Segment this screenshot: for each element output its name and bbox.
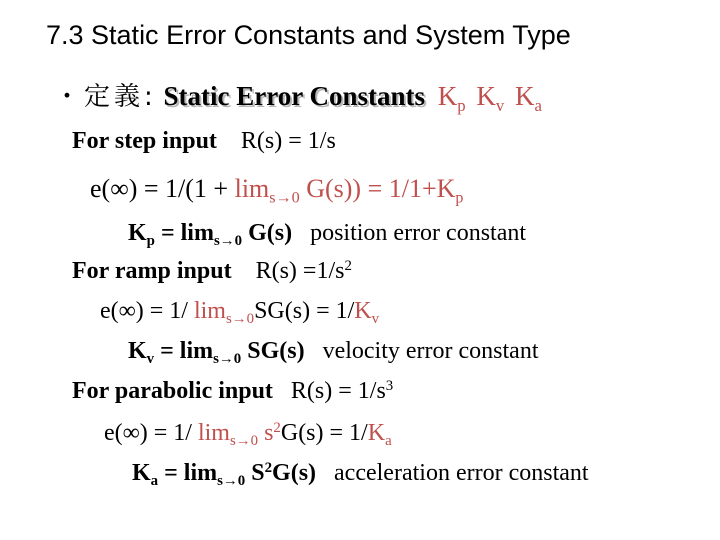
- parabolic-label: For parabolic input: [72, 378, 273, 404]
- step-input-expr: R(s) = 1/s: [240, 128, 336, 154]
- step-input-line: [72, 128, 336, 155]
- bullet-ka: $K_a$: [515, 81, 542, 115]
- bullet-kv: $K_v$: [476, 81, 505, 115]
- parabolic-constant-def: $K_a = \lim_{s\to 0} S^2G(s)$: [132, 459, 317, 490]
- parabolic-constant-desc: acceleration error constant: [334, 460, 589, 486]
- ramp-input-line: [72, 258, 352, 285]
- parabolic-constant-line: [132, 459, 589, 490]
- parabolic-error-prefix: e(∞) = 1/: [104, 420, 198, 446]
- step-error-prefix: e(∞) = 1/(1 +: [90, 174, 235, 203]
- step-constant-desc: position error constant: [310, 220, 527, 246]
- parabolic-error-mid: G(s) = 1/: [280, 420, 368, 446]
- step-label: For step input: [72, 128, 217, 154]
- bullet-marker: ・定義:: [54, 82, 157, 112]
- ramp-constant-def: $K_v = \lim_{s\to 0} SG(s)$: [128, 338, 305, 368]
- parabolic-input-expr: $R(s) = 1/s^3$: [290, 377, 394, 404]
- ramp-error-k: $K_v$: [354, 298, 380, 328]
- parabolic-error-k: $K_a$: [367, 420, 392, 450]
- ramp-error-line: [100, 298, 380, 328]
- bullet-line: [54, 76, 542, 113]
- step-error-line: [90, 174, 464, 207]
- bullet-heading: Static Error Constants: [163, 81, 426, 111]
- step-error-mid: $G(s)) = 1/1+K_p$: [299, 174, 464, 207]
- step-error-lim: $\lim_{s\to 0}$: [234, 174, 300, 207]
- parabolic-input-line: [72, 378, 393, 405]
- step-constant-def: $K_p = \lim_{s\to 0} G(s)$: [128, 220, 293, 250]
- parabolic-error-lim: $\lim_{s\to 0} s^2$: [197, 419, 281, 450]
- ramp-error-prefix: e(∞) = 1/: [100, 298, 194, 324]
- slide-title: 7.3 Static Error Constants and System Type: [46, 20, 571, 50]
- ramp-constant-line: [128, 338, 539, 368]
- bullet-kp: $K_p$: [437, 81, 466, 115]
- ramp-label: For ramp input: [72, 258, 232, 284]
- ramp-constant-desc: velocity error constant: [322, 338, 539, 364]
- ramp-error-mid: SG(s) = 1/: [254, 298, 355, 324]
- ramp-input-expr: $R(s) =1/s^2$: [255, 257, 352, 284]
- step-constant-line: [128, 220, 527, 250]
- ramp-error-lim: $\lim_{s\to 0}$: [193, 298, 255, 328]
- parabolic-error-line: [104, 419, 392, 450]
